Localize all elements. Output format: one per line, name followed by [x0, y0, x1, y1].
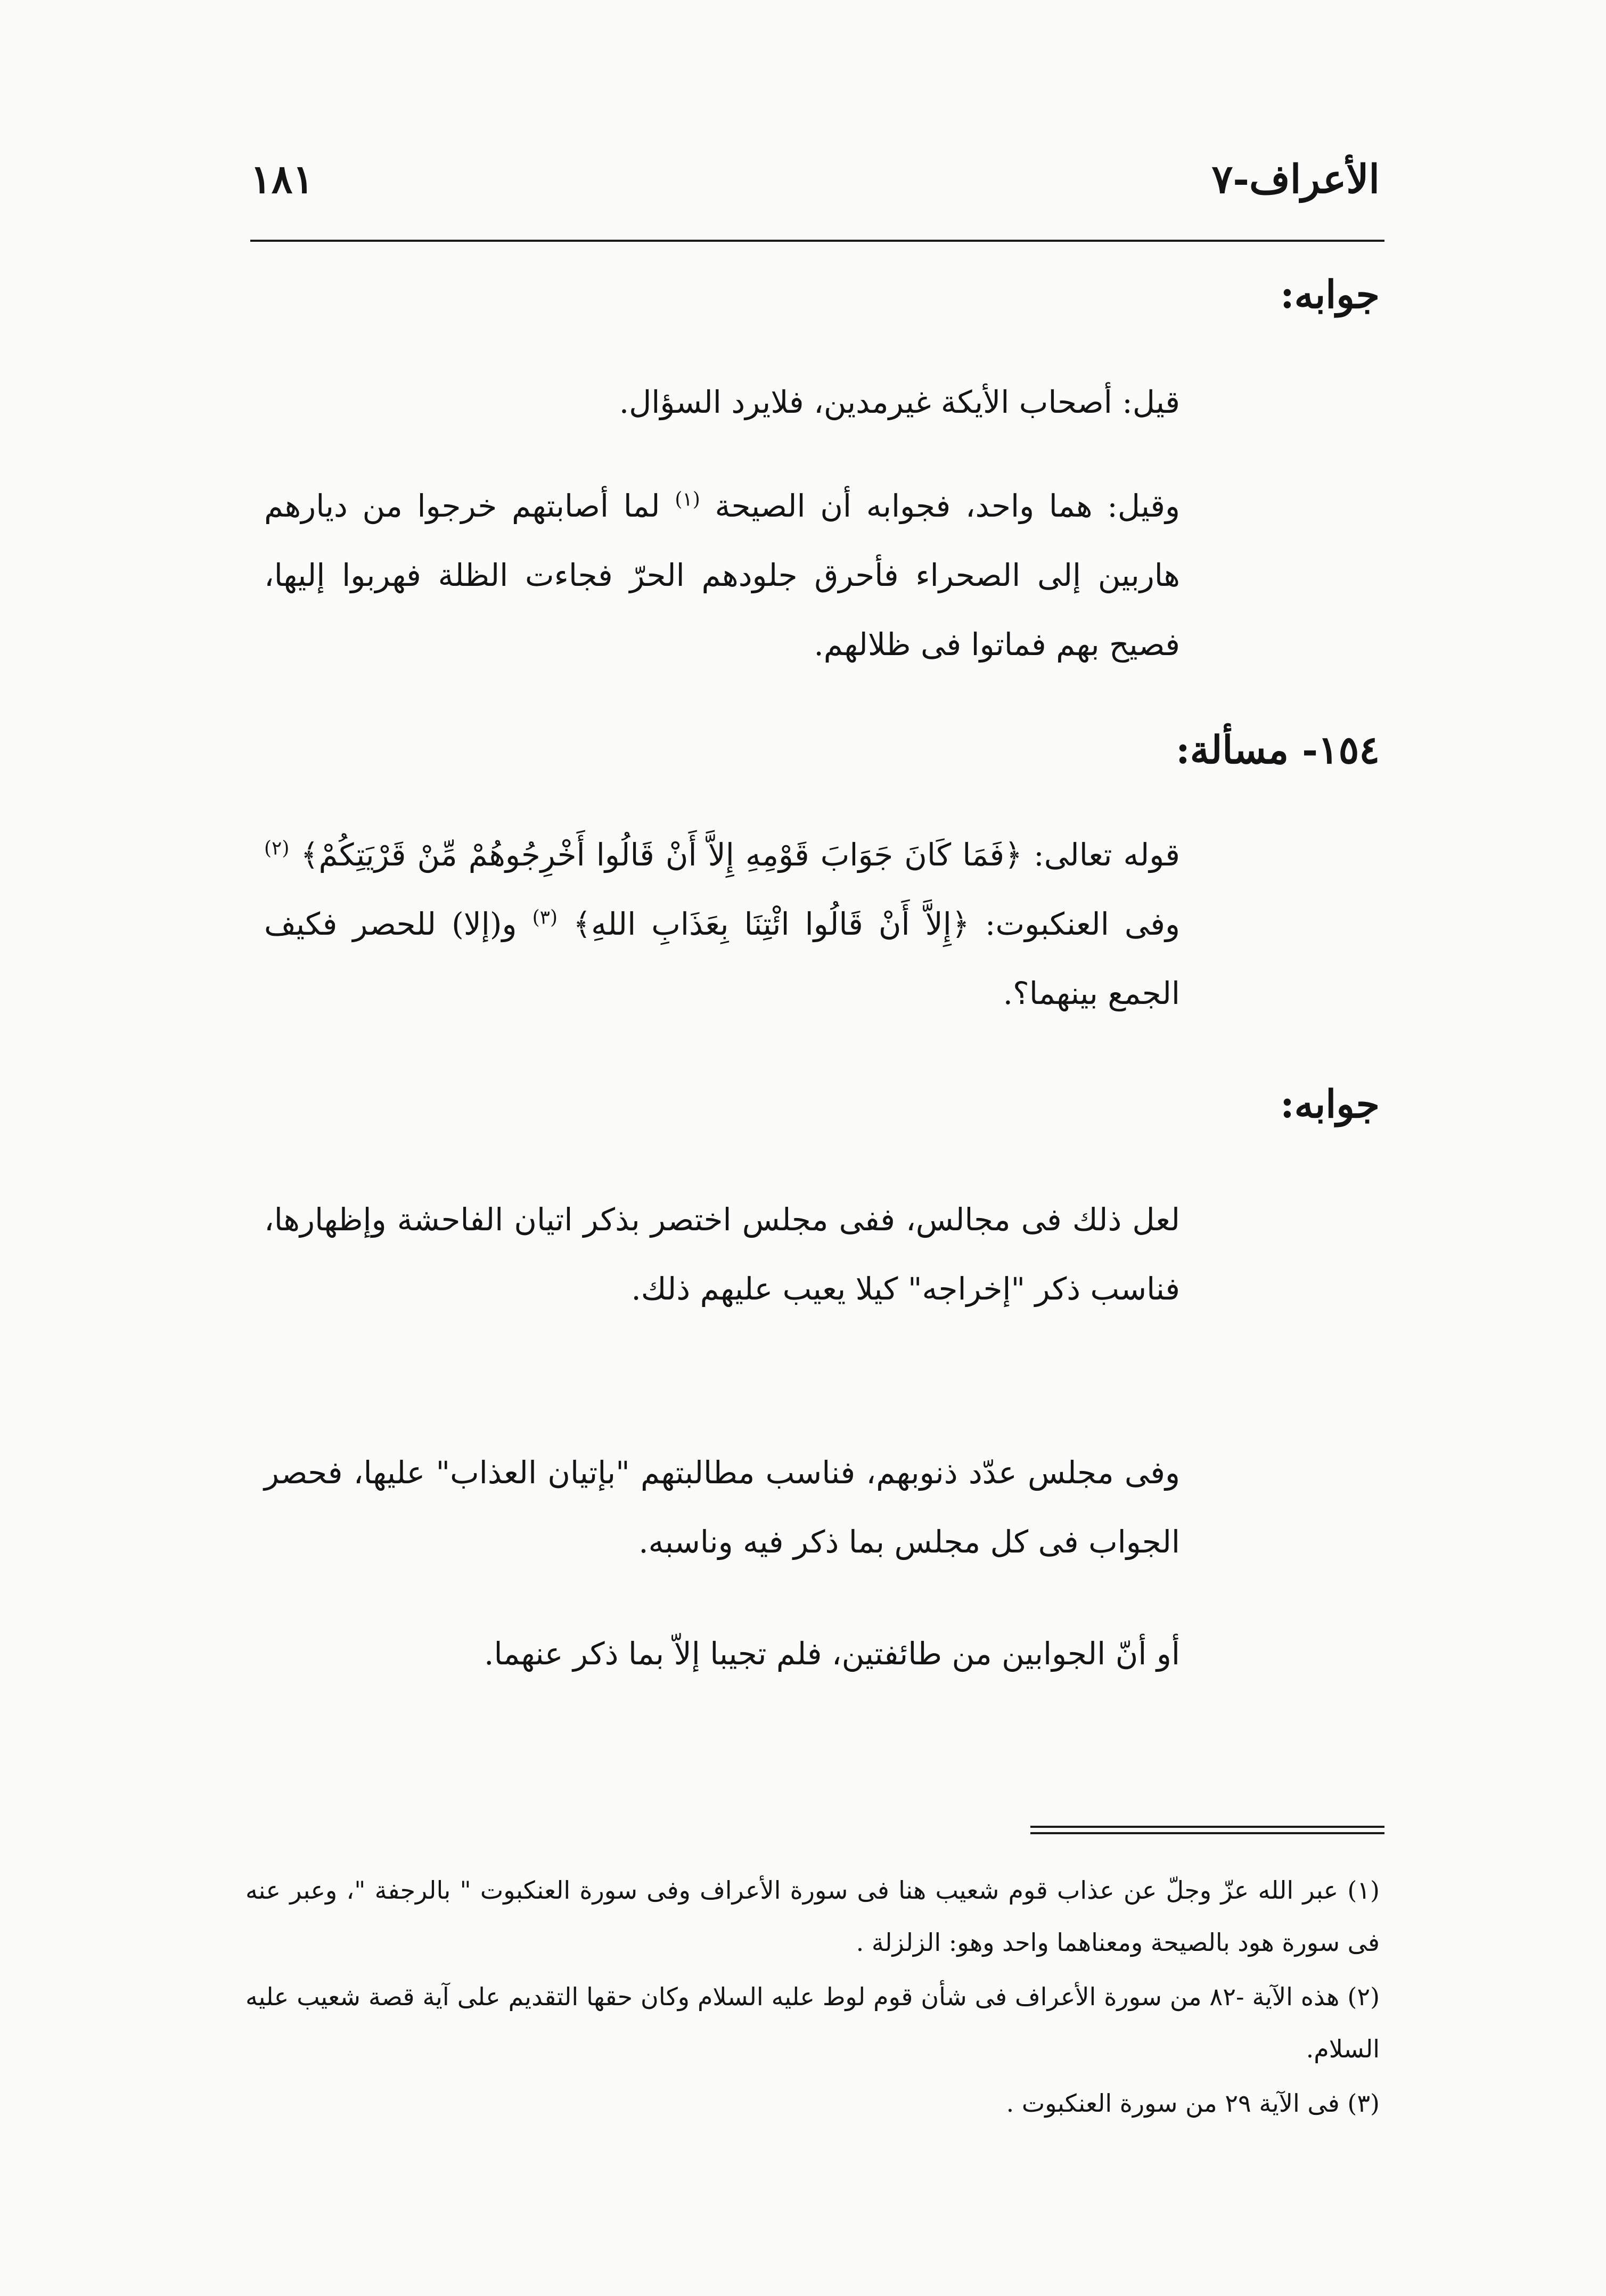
- body-paragraph: وفى مجلس عدّد ذنوبهم، فناسب مطالبتهم "بإتيان العذاب" عليها، فحصر الجواب فى كل مجلس بما ذكر فيه وناسبه.: [264, 1455, 1180, 1560]
- running-header-title: الأعراف-٧: [1211, 157, 1380, 202]
- question-heading: ١٥٤- مسألة:: [1176, 727, 1380, 772]
- page-number: ١٨١: [250, 157, 314, 202]
- body-paragraph: قيل: أصحاب الأيكة غيرمدين، فلايرد السؤال.: [619, 384, 1180, 420]
- footnote-separator: [1030, 1832, 1384, 1834]
- body-paragraph: قوله تعالى: ﴿فَمَا كَانَ جَوَابَ قَوْمِهِ إِلاَّ أَنْ قَالُوا أَخْرِجُوهُمْ مِّنْ قَرْيَتِكُمْ﴾ $^{(٢)}$ وفى العنكبوت: ﴿إِلاَّ أَنْ قَالُوا ائْتِنَا بِعَذَابِ اللهِ﴾ $^{(٣)}$ و(إلا) للحصر فكيف الجمع بينهما؟.: [264, 837, 1180, 1011]
- body-paragraph: أو أنّ الجوابين من طائفتين، فلم تجيبا إلاّ بما ذكر عنهما.: [484, 1636, 1180, 1672]
- header-rule: [250, 240, 1384, 242]
- footnote: (٢) هذه الآية -٨٢ من سورة الأعراف فى شأن قوم لوط عليه السلام وكان حقها التقديم على آية قصة شعيب عليه السلام.: [245, 1982, 1380, 2063]
- body-paragraph: وقيل: هما واحد، فجوابه أن الصيحة $^{(١)}$ لما أصابتهم خرجوا من ديارهم هاربين إلى الصحراء فأحرق جلودهم الحرّ فجاءت الظلة فهربوا إليها، فصيح بهم فماتوا فى ظلالهم.: [264, 488, 1181, 663]
- answer-heading: جوابه:: [1280, 272, 1380, 317]
- footnote: (٣) فى الآية ٢٩ من سورة العنكبوت .: [1006, 2089, 1380, 2118]
- body-paragraph: لعل ذلك فى مجالس، ففى مجلس اختصر بذكر اتيان الفاحشة وإظهارها، فناسب ذكر "إخراجه" كيلا يعيب عليهم ذلك.: [264, 1202, 1180, 1307]
- footnote-separator: [1030, 1826, 1384, 1828]
- answer-heading: جوابه:: [1280, 1081, 1380, 1126]
- footnote: (١) عبر الله عزّ وجلّ عن عذاب قوم شعيب هنا فى سورة الأعراف وفى سورة العنكبوت " بالرجفة "، وعبر عنه فى سورة هود بالصيحة ومعناهما واحد وهو: الزلزلة .: [245, 1876, 1380, 1957]
